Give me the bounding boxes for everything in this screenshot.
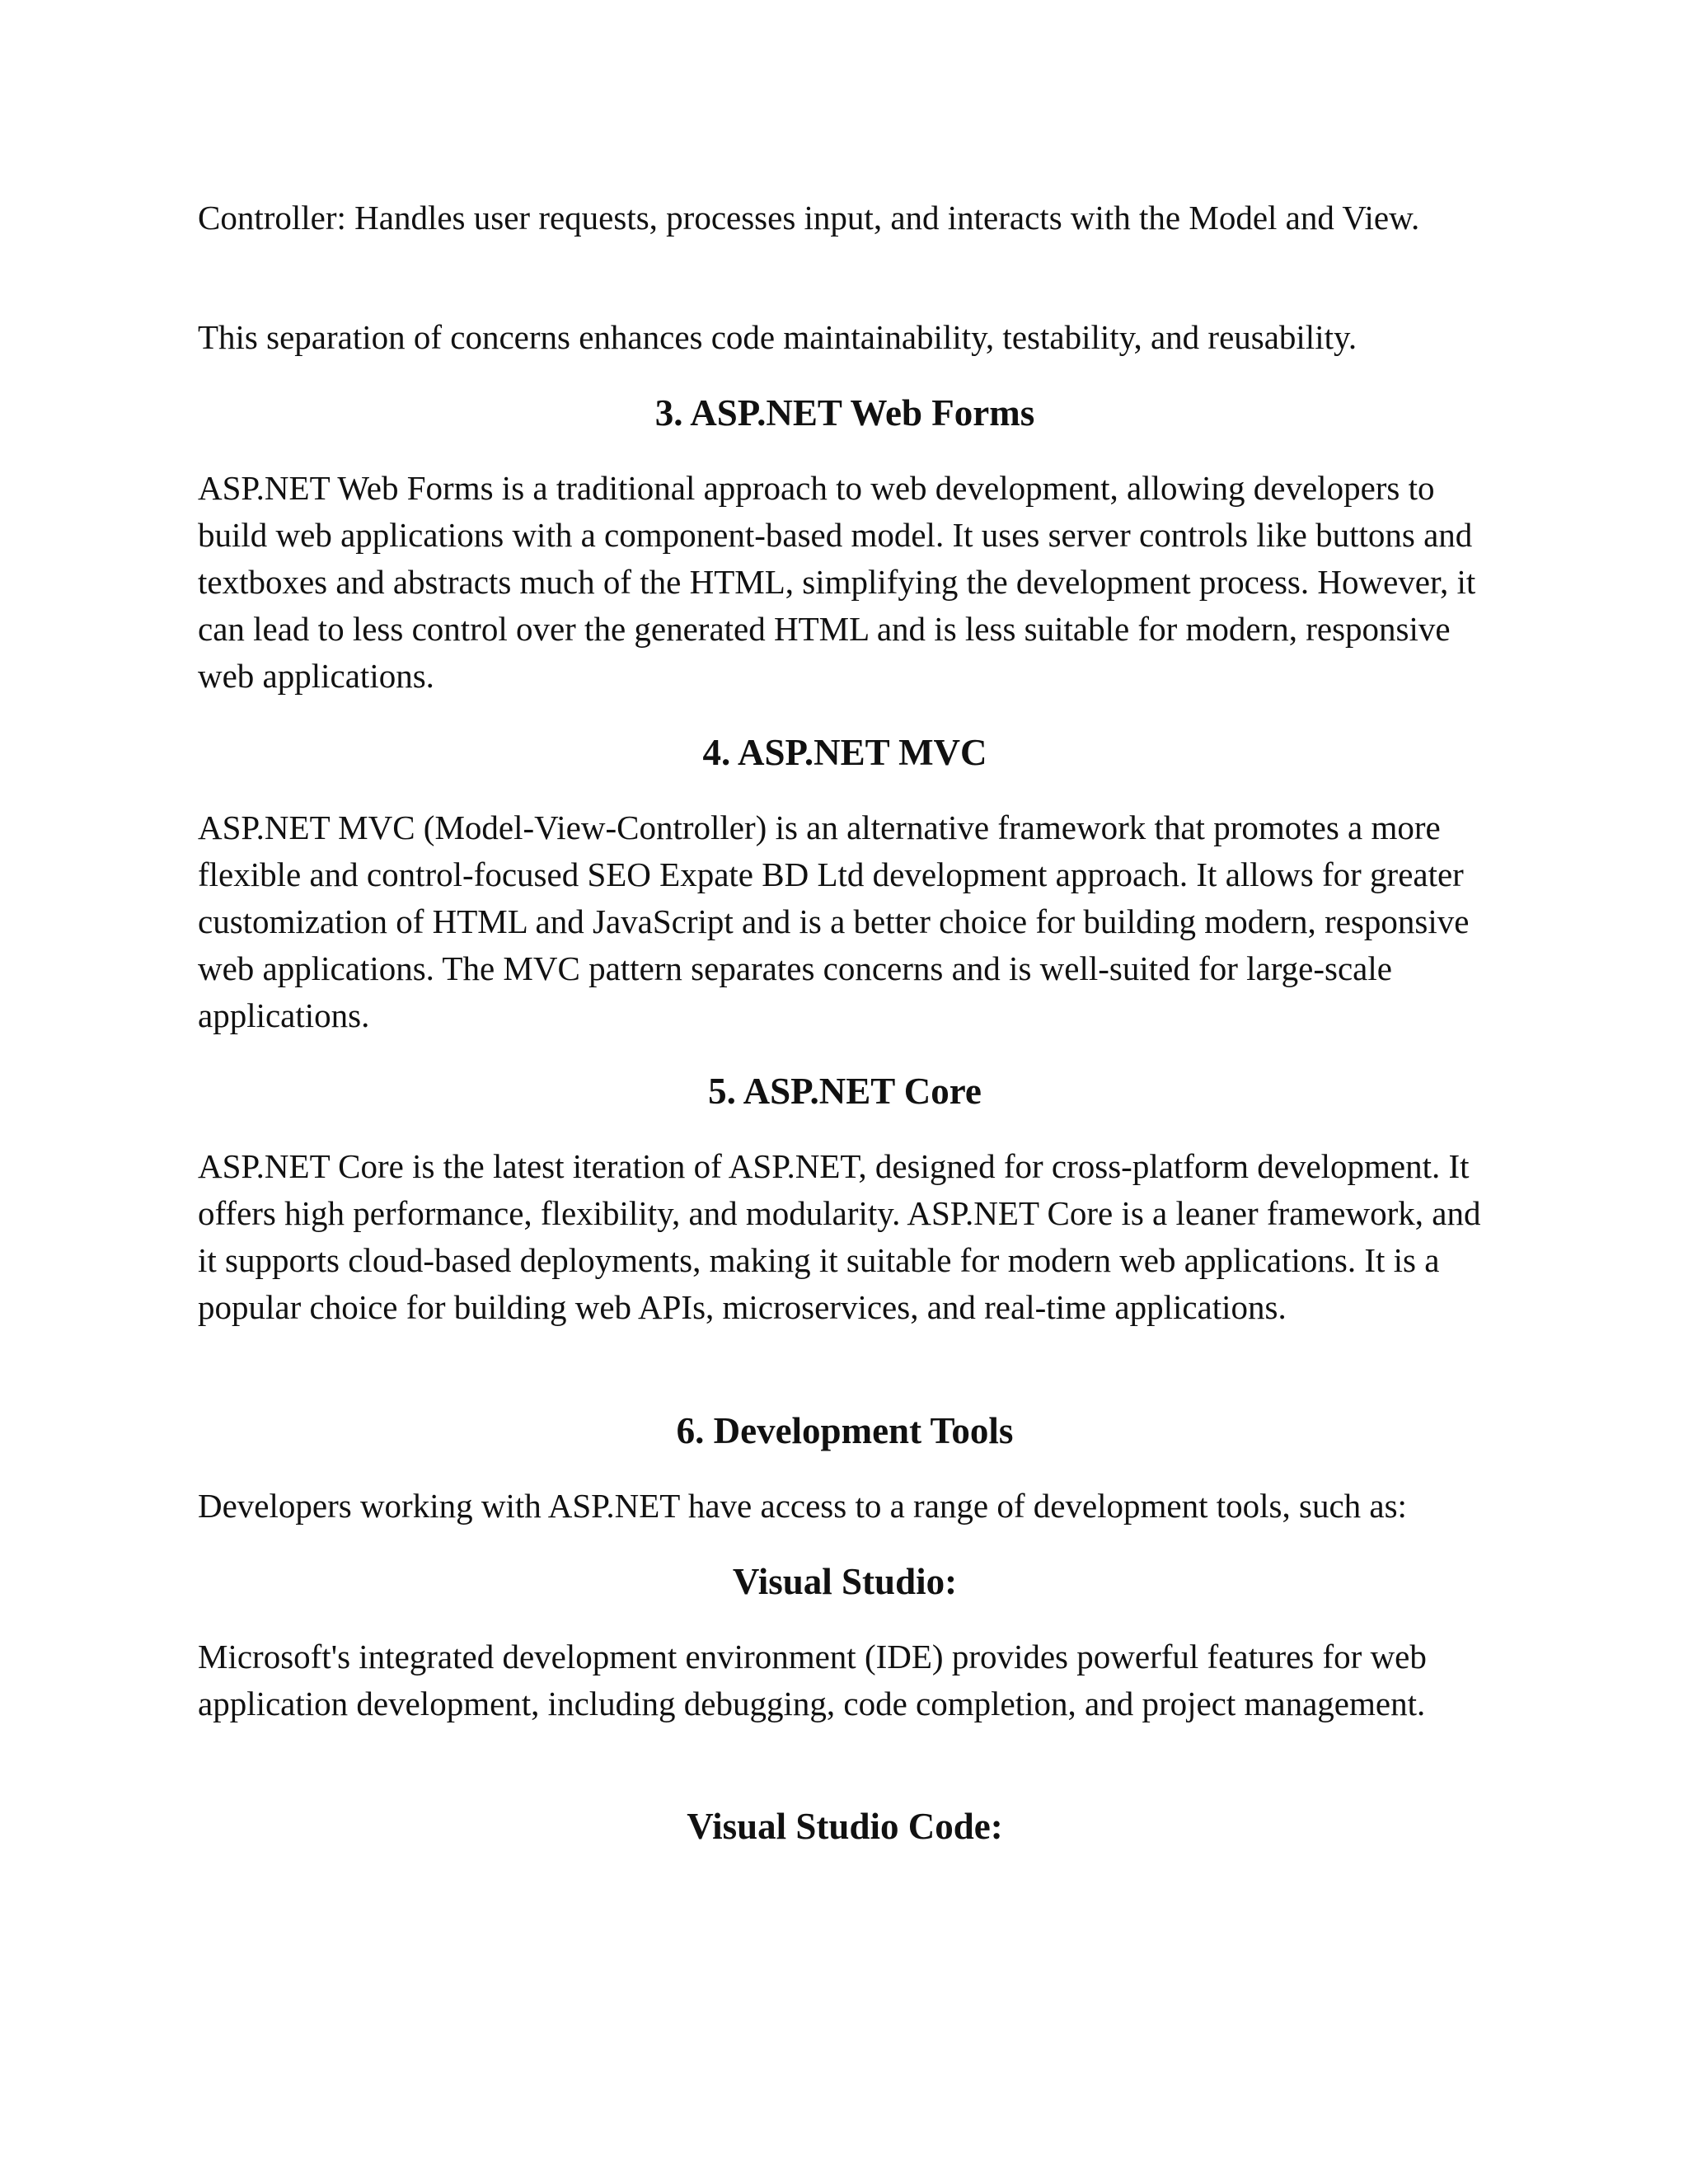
- vs-code-heading: Visual Studio Code:: [687, 1806, 1003, 1847]
- separation-paragraph: This separation of concerns enhances code maintainability, testability, and reusability.: [198, 318, 1357, 356]
- controller-paragraph: Controller: Handles user requests, processes input, and interacts with the Model and View.: [198, 199, 1420, 237]
- visual-studio-paragraph: Microsoft's integrated development environment (IDE) provides powerful features for web application development, including debugging, code completion, and project management.: [198, 1638, 1427, 1722]
- core-paragraph: ASP.NET Core is the latest iteration of ASP.NET, designed for cross-platform development. It offers high performance, flexibility, and modularity. ASP.NET Core is a leaner framework, and it supports cloud-based deployments, making it suitable for modern web applications. It is a popular choice for building web APIs, microservices, and real-time applications.: [198, 1147, 1481, 1326]
- web-forms-paragraph: ASP.NET Web Forms is a traditional approach to web development, allowing developers to build web applications with a component-based model. It uses server controls like buttons and textboxes and abstracts much of the HTML, simplifying the development process. However, it can lead to less control over the generated HTML and is less suitable for modern, responsive web applications.: [198, 469, 1476, 695]
- mvc-paragraph: ASP.NET MVC (Model-View-Controller) is an alternative framework that promotes a more flexible and control-focused SEO Expate BD Ltd development approach. It allows for greater customization of HTML and JavaScript and is a better choice for building modern, responsive web applications. The MVC pattern separates concerns and is well-suited for large-scale applications.: [198, 808, 1470, 1034]
- mvc-heading: 4. ASP.NET MVC: [702, 732, 987, 773]
- core-heading: 5. ASP.NET Core: [708, 1071, 982, 1112]
- visual-studio-heading: Visual Studio:: [732, 1561, 958, 1602]
- tools-intro-paragraph: Developers working with ASP.NET have access to a range of development tools, such as:: [198, 1487, 1407, 1525]
- dev-tools-heading: 6. Development Tools: [676, 1410, 1014, 1451]
- web-forms-heading: 3. ASP.NET Web Forms: [654, 392, 1035, 434]
